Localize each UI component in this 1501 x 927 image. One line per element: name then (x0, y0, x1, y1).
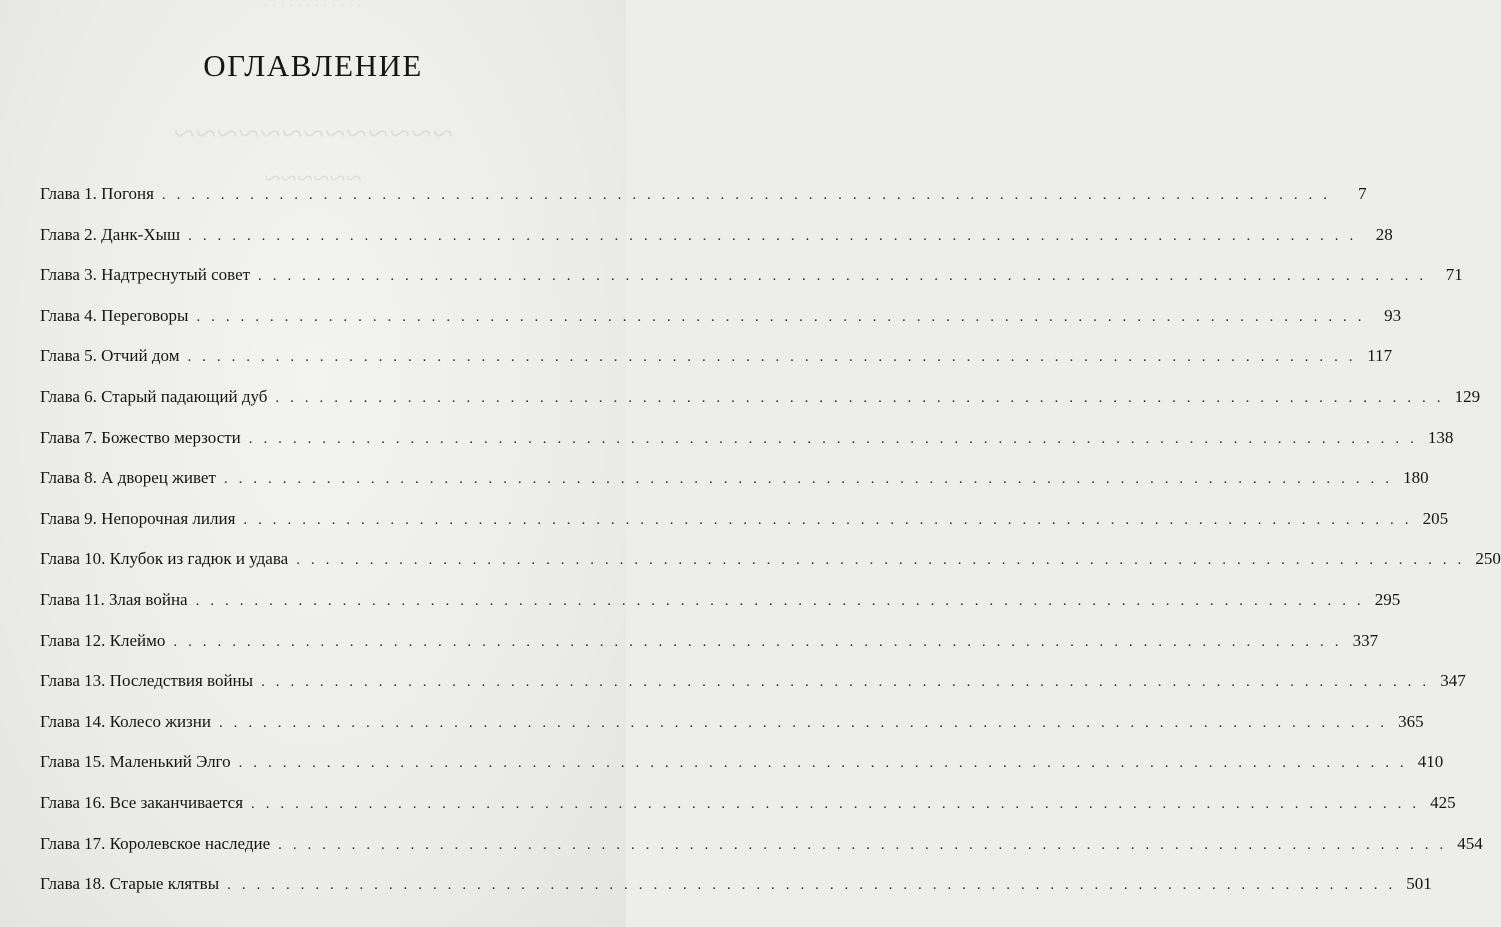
toc-entry-page-number: 365 (1398, 711, 1424, 731)
toc-entry-page-number: 93 (1384, 305, 1402, 325)
toc-entry[interactable] (40, 508, 1449, 550)
toc-entry-page-number: 180 (1403, 468, 1429, 488)
toc-entry[interactable] (40, 833, 1483, 875)
toc-entry[interactable] (40, 549, 1501, 590)
toc-entry-page-number: 138 (1427, 427, 1454, 447)
toc-entry-page-number: 295 (1374, 589, 1401, 609)
toc-entry-title: Глава 1. Погоня (40, 184, 154, 203)
toc-entry-title: Глава 12. Клеймо (40, 630, 166, 650)
toc-entry-page-number: 129 (1454, 386, 1481, 406)
dot-leader: . . . . . . . . . . . . . . . . . . . . . . . . . . . . . . . . . . . . . . . . . . . . . . . . . . . . . . . . . . . . . . . . . . . . . . . . . . . . . . . . (161, 187, 1331, 203)
toc-entry-title: Глава 16. Все заканчивается (40, 792, 244, 812)
toc-entry[interactable] (40, 346, 1393, 387)
toc-entry[interactable] (40, 589, 1401, 631)
toc-entry[interactable] (40, 874, 1432, 915)
toc-entry-title: Глава 9. Непорочная лилия (40, 508, 236, 528)
toc-entry[interactable] (40, 386, 1481, 428)
page-title: ОГЛАВЛЕНИЕ (203, 48, 423, 83)
dot-leader: . . . . . . . . . . . . . . . . . . . . . . . . . . . . . . . . . . . . . . . . . . . . . . . . . . . . . . . . . . . . . . . . . . . . . . . . . . . . . . . . (227, 877, 1396, 894)
toc-entry-page-number: 347 (1440, 671, 1466, 691)
dot-leader: . . . . . . . . . . . . . . . . . . . . . . . . . . . . . . . . . . . . . . . . . . . . . . . . . . . . . . . . . . . . . . . . . . . . . . . . . . . . . . . . (218, 714, 1388, 731)
dot-leader: . . . . . . . . . . . . . . . . . . . . . . . . . . . . . . . . . . . . . . . . . . . . . . . . . . . . . . . . . . . . . . . . . . . . . . . . . . . . . . . . (188, 227, 1357, 244)
dot-leader: . . . . . . . . . . . . . . . . . . . . . . . . . . . . . . . . . . . . . . . . . . . . . . . . . . . . . . . . . . . . . . . . . . . . . . . . . . . . . . . . (258, 268, 1427, 285)
show-through-text: ~~~~~~ (264, 162, 362, 195)
dot-leader: . . . . . . . . . . . . . . . . . . . . . . . . . . . . . . . . . . . . . . . . . . . . . . . . . . . . . . . . . . . . . . . . . . . . . . . . . . . . . . . . (261, 674, 1430, 691)
toc-entry[interactable] (40, 305, 1402, 347)
toc-entry-title: Глава 8. А дворец живет (40, 468, 216, 488)
toc-entry-title: Глава 17. Королевское наследие (40, 833, 271, 853)
toc-entry-page-number: 454 (1457, 833, 1483, 853)
dot-leader: . . . . . . . . . . . . . . . . . . . . . . . . . . . . . . . . . . . . . . . . . . . . . . . . . . . . . . . . . . . . . . . . . . . . . . . . . . . . . . . . (195, 592, 1365, 609)
dot-leader: . . . . . . . . . . . . . . . . . . . . . . . . . . . . . . . . . . . . . . . . . . . . . . . . . . . . . . . . . . . . . . . . . . . . . . . . . . . . . . . . (251, 795, 1420, 812)
toc-entry-page-number: 425 (1430, 792, 1456, 812)
toc-entry-title: Глава 6. Старый падающий дуб (40, 386, 268, 406)
toc-entry[interactable] (40, 468, 1429, 509)
toc-entry-page-number: 71 (1445, 265, 1463, 285)
dot-leader: . . . . . . . . . . . . . . . . . . . . . . . . . . . . . . . . . . . . . . . . . . . . . . . . . . . . . . . . . . . . . . . . . . . . . . . . . . . . . . . . (187, 349, 1357, 366)
toc-entry-title: Глава 7. Божество мерзости (40, 427, 241, 447)
toc-entry-page-number: 28 (1375, 224, 1393, 244)
toc-entry-title: Глава 15. Маленький Элго (40, 752, 231, 772)
dot-leader: . . . . . . . . . . . . . . . . . . . . . . . . . . . . . . . . . . . . . . . . . . . . . . . . . . . . . . . . . . . . . . . . . . . . . . . . . . . . . . . . (248, 430, 1418, 447)
toc-entry[interactable] (40, 711, 1424, 753)
toc-entry-page-number: 501 (1406, 874, 1432, 894)
dot-leader: . . . . . . . . . . . . . . . . . . . . . . . . . . . . . . . . . . . . . . . . . . . . . . . . . . . . . . . . . . . . . . . . . . . . . . . . . . . . . . . . (278, 836, 1447, 853)
dot-leader: . . . . . . . . . . . . . . . . . . . . . . . . . . . . . . . . . . . . . . . . . . . . . . . . . . . . . . . . . . . . . . . . . . . . . . . . . . . . . . . . (275, 389, 1445, 406)
dot-leader: . . . . . . . . . . . . . . . . . . . . . . . . . . . . . . . . . . . . . . . . . . . . . . . . . . . . . . . . . . . . . . . . . . . . . . . . . . . . . . . . (173, 633, 1343, 650)
toc-entry-page-number: 7 (1358, 184, 1367, 203)
toc-entry[interactable] (40, 630, 1379, 672)
toc-entry-page-number: 410 (1417, 752, 1444, 772)
toc-entry-page-number: 205 (1422, 508, 1449, 528)
toc-entry[interactable] (40, 752, 1444, 793)
toc-entry-title: Глава 3. Надтреснутый совет (40, 265, 251, 285)
toc-entry-title: Глава 5. Отчий дом (40, 346, 180, 366)
toc-entry-title: Глава 2. Данк-Хыш (40, 224, 181, 244)
toc-entry-title: Глава 10. Клубок из гадюк и удава (40, 549, 289, 569)
toc-entry-title: Глава 14. Колесо жизни (40, 711, 211, 731)
toc-entry[interactable] (40, 671, 1466, 712)
toc-entry-page-number: 117 (1367, 346, 1393, 366)
toc-entry[interactable] (40, 224, 1393, 266)
dot-leader: . . . . . . . . . . . . . . . . . . . . . . . . . . . . . . . . . . . . . . . . . . . . . . . . . . . . . . . . . . . . . . . . . . . . . . . . . . . . . . . . (296, 552, 1465, 569)
dot-leader: . . . . . . . . . . . . . . . . . . . . . . . . . . . . . . . . . . . . . . . . . . . . . . . . . . . . . . . . . . . . . . . . . . . . . . . . . . . . . . . . (238, 755, 1408, 772)
toc-entry[interactable] (40, 792, 1456, 834)
show-through-text: ~~~~~~~~~~~~~ (172, 113, 454, 155)
show-through-text: . . . . . . . . . . . . (264, 0, 362, 9)
toc-entry[interactable] (40, 265, 1463, 306)
toc-entry-page-number: 337 (1352, 630, 1379, 650)
toc-entry-page-number: 250 (1475, 549, 1501, 569)
toc-entry-title: Глава 11. Злая война (40, 589, 188, 609)
dot-leader: . . . . . . . . . . . . . . . . . . . . . . . . . . . . . . . . . . . . . . . . . . . . . . . . . . . . . . . . . . . . . . . . . . . . . . . . . . . . . . . . (223, 471, 1393, 488)
toc-entry-title: Глава 18. Старые клятвы (40, 874, 220, 894)
dot-leader: . . . . . . . . . . . . . . . . . . . . . . . . . . . . . . . . . . . . . . . . . . . . . . . . . . . . . . . . . . . . . . . . . . . . . . . . . . . . . . . . (196, 308, 1366, 325)
table-of-contents (40, 184, 1501, 915)
toc-entry[interactable] (40, 184, 1367, 225)
toc-entry-title: Глава 4. Переговоры (40, 305, 189, 325)
toc-entry-title: Глава 13. Последствия войны (40, 671, 254, 691)
dot-leader: . . . . . . . . . . . . . . . . . . . . . . . . . . . . . . . . . . . . . . . . . . . . . . . . . . . . . . . . . . . . . . . . . . . . . . . . . . . . . . . . (243, 511, 1413, 528)
toc-entry[interactable] (40, 427, 1454, 469)
